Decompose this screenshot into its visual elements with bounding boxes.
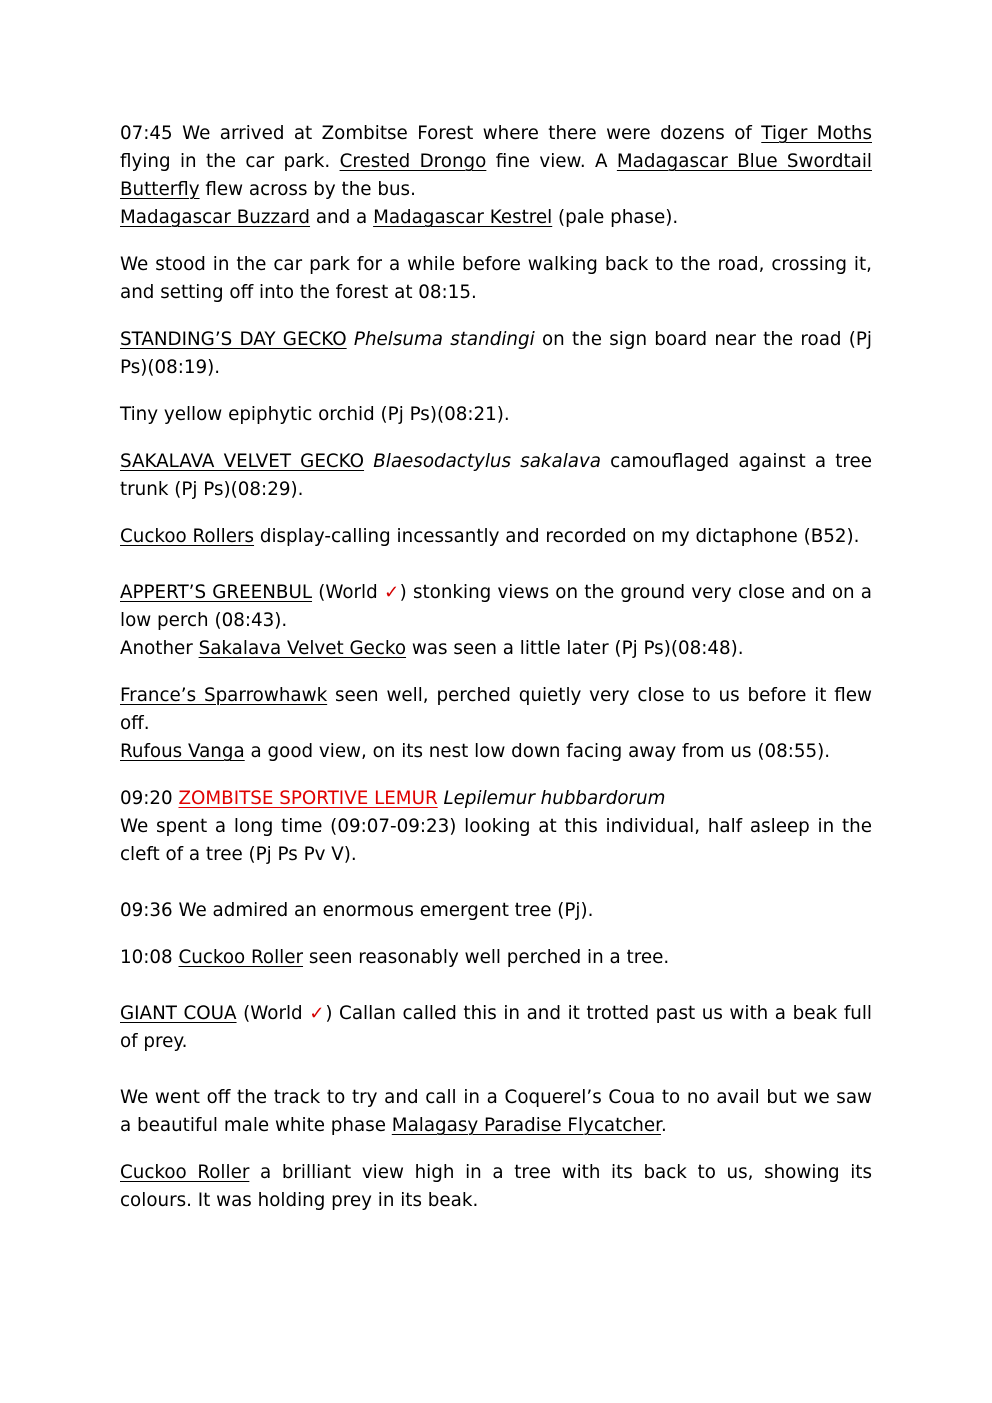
paragraph-cuckoo-roller-final [120, 1159, 872, 1215]
paragraph-cuckoo-rollers [120, 523, 872, 551]
text: camouflaged against a tree trunk (Pj Ps)(08:29). [120, 451, 873, 500]
text: . [660, 1115, 667, 1136]
text: seen well, perched quietly very close to us before it flew off. [120, 685, 872, 734]
species-cuckoo-roller: Cuckoo Roller [178, 947, 304, 968]
text: on the sign board near the road (Pj Ps)(08:19). [120, 329, 873, 378]
text: seen reasonably well perched in a tree. [303, 947, 670, 968]
species-frances-sparrowhawk: France’s Sparrowhawk [120, 685, 328, 706]
text: fine view. A [486, 151, 617, 172]
species-madagascar-buzzard: Madagascar Buzzard [120, 207, 311, 228]
text: a brilliant view high in a tree with its back to us, showing its colours. It was holding prey in its beak. [120, 1162, 872, 1211]
paragraph-rufous-vanga [120, 738, 872, 766]
paragraph-cuckoo-roller-1008 [120, 944, 872, 972]
text: (World [312, 582, 384, 603]
paragraph-greenbul [120, 579, 872, 635]
paragraph-emergent-tree: 09:36 We admired an enormous emergent tree (Pj). [120, 900, 594, 921]
paragraph-lemur-notes: We spent a long time (09:07-09:23) looking at this individual, half asleep in the cleft of a tree (Pj Ps Pv V). [120, 816, 872, 865]
species-madagascar-kestrel: Madagascar Kestrel [373, 207, 553, 228]
text: (pale phase). [552, 207, 679, 228]
species-sakalava-velvet-gecko: SAKALAVA VELVET GECKO [120, 451, 365, 472]
species-standings-day-gecko: STANDING’S DAY GECKO [120, 329, 347, 350]
text: display-calling incessantly and recorded on my dictaphone (B52). [254, 526, 860, 547]
text: was seen a little later (Pj Ps)(08:48). [406, 638, 744, 659]
paragraph-giant-coua [120, 1000, 872, 1056]
text: (World [236, 1003, 310, 1024]
time: 09:20 [120, 788, 179, 809]
text: a good view, on its nest low down facing away from us (08:55). [244, 741, 831, 762]
paragraph-orchid: Tiny yellow epiphytic orchid (Pj Ps)(08:21). [120, 404, 510, 425]
paragraph-arrival [120, 120, 872, 204]
species-rufous-vanga: Rufous Vanga [120, 741, 245, 762]
species-cuckoo-rollers: Cuckoo Rollers [120, 526, 255, 547]
paragraph-raptors [120, 204, 872, 232]
paragraph-standings-gecko [120, 326, 872, 382]
text: 07:45 We arrived at Zombitse Forest where there were dozens of [120, 123, 762, 144]
check-icon: ✓ [309, 1003, 326, 1024]
text: ) Callan called this in and it trotted past us with a beak full of prey. [120, 1003, 872, 1052]
text: ) stonking views on the ground very close and on a low perch (08:43). [120, 582, 872, 631]
paragraph-lemur-heading [120, 785, 872, 813]
time: 10:08 [120, 947, 179, 968]
paragraph-another-gecko [120, 635, 872, 663]
species-malagasy-paradise-flycatcher: Malagasy Paradise Flycatcher [391, 1115, 661, 1136]
species-cuckoo-roller: Cuckoo Roller [120, 1162, 250, 1183]
text: flew across by the bus. [199, 179, 416, 200]
paragraph-car-park: We stood in the car park for a while before walking back to the road, crossing it, and setting off into the forest at 08:15. [120, 254, 872, 303]
species-giant-coua: GIANT COUA [120, 1003, 237, 1024]
text: We went off the track to try and call in a Coquerel’s Coua to no avail but we saw a beautiful male white phase [120, 1087, 872, 1136]
species-blue-swordtail: Madagascar Blue Swordtail Butterfly [120, 151, 872, 200]
paragraph-sparrowhawk [120, 682, 872, 738]
latin-name: Blaesodactylus sakalava [373, 451, 602, 472]
text: Another [120, 638, 199, 659]
species-tiger-moths: Tiger Moths [761, 123, 872, 144]
paragraph-paradise-flycatcher [120, 1084, 872, 1140]
text: flying in the car park. [120, 151, 340, 172]
paragraph-sakalava-gecko [120, 448, 872, 504]
text: and a [310, 207, 374, 228]
check-icon: ✓ [383, 582, 400, 603]
species-sakalava-velvet-gecko: Sakalava Velvet Gecko [198, 638, 407, 659]
latin-name: Phelsuma standingi [353, 329, 535, 350]
species-crested-drongo: Crested Drongo [339, 151, 487, 172]
latin-name: Lepilemur hubbardorum [443, 788, 666, 809]
species-zombitse-sportive-lemur: ZOMBITSE SPORTIVE LEMUR [178, 788, 438, 809]
document-page [120, 120, 872, 1215]
species-apperts-greenbul: APPERT’S GREENBUL [120, 582, 313, 603]
